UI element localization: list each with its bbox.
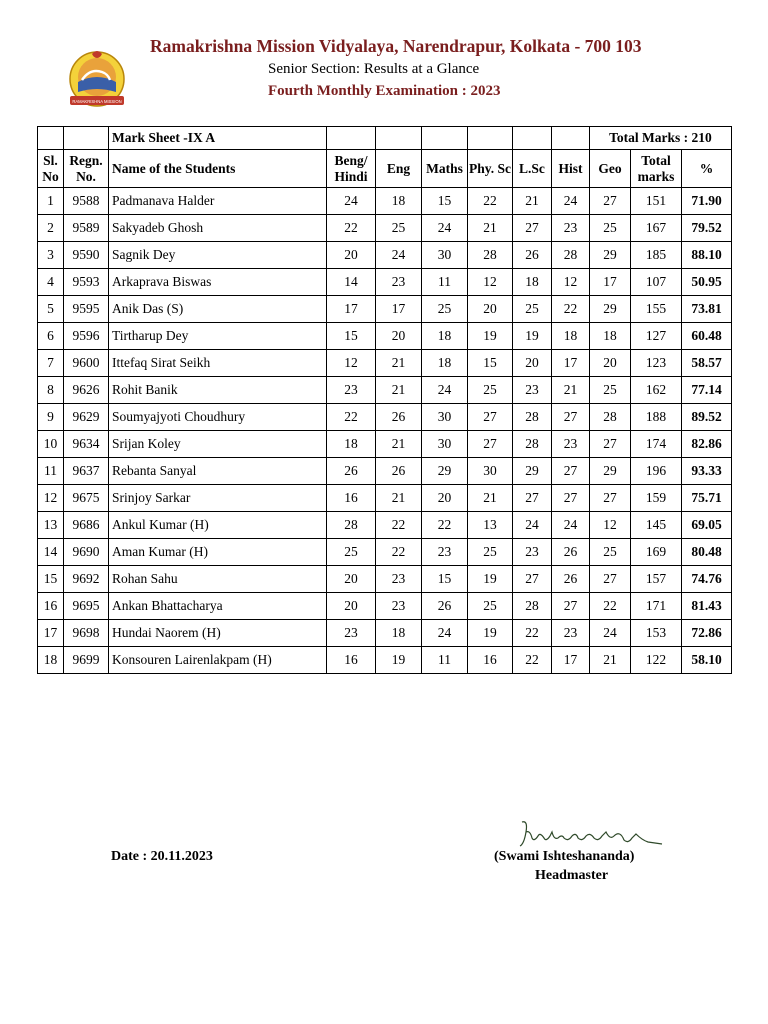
beng-hindi-cell: 20 xyxy=(327,593,376,620)
hist-cell: 26 xyxy=(552,539,590,566)
table-row xyxy=(38,188,732,215)
maths-cell: 18 xyxy=(422,350,468,377)
eng-cell: 23 xyxy=(376,269,422,296)
total-cell: 145 xyxy=(631,512,682,539)
percent-cell: 50.95 xyxy=(682,269,732,296)
percent-cell: 73.81 xyxy=(682,296,732,323)
phy-sc-cell: 15 xyxy=(468,350,513,377)
student-name-cell: Srijan Koley xyxy=(109,431,327,458)
table-row xyxy=(38,269,732,296)
sl-no-cell: 15 xyxy=(38,566,64,593)
geo-cell: 17 xyxy=(590,269,631,296)
col-header-geo: Geo xyxy=(590,150,631,188)
total-cell: 169 xyxy=(631,539,682,566)
total-cell: 123 xyxy=(631,350,682,377)
maths-cell: 30 xyxy=(422,242,468,269)
hist-cell: 27 xyxy=(552,593,590,620)
table-title-row xyxy=(38,127,732,150)
maths-cell: 18 xyxy=(422,323,468,350)
signatory-designation: Headmaster xyxy=(535,868,609,883)
col-header-sl: Sl. No xyxy=(38,150,64,188)
hist-cell: 24 xyxy=(552,188,590,215)
sl-no-cell: 11 xyxy=(38,458,64,485)
percent-cell: 58.10 xyxy=(682,647,732,674)
l-sc-cell: 19 xyxy=(513,323,552,350)
eng-cell: 18 xyxy=(376,620,422,647)
l-sc-cell: 28 xyxy=(513,431,552,458)
regn-no-cell: 9686 xyxy=(64,512,109,539)
regn-no-cell: 9588 xyxy=(64,188,109,215)
geo-cell: 27 xyxy=(590,188,631,215)
percent-cell: 93.33 xyxy=(682,458,732,485)
beng-hindi-cell: 22 xyxy=(327,404,376,431)
sl-no-cell: 2 xyxy=(38,215,64,242)
sl-no-cell: 16 xyxy=(38,593,64,620)
eng-cell: 23 xyxy=(376,566,422,593)
col-header-regn: Regn. No. xyxy=(64,150,109,188)
beng-hindi-cell: 20 xyxy=(327,566,376,593)
phy-sc-cell: 19 xyxy=(468,620,513,647)
beng-hindi-cell: 16 xyxy=(327,647,376,674)
maths-cell: 29 xyxy=(422,458,468,485)
maths-cell: 20 xyxy=(422,485,468,512)
sl-no-cell: 12 xyxy=(38,485,64,512)
student-name-cell: Rohit Banik xyxy=(109,377,327,404)
logo-text: RAMAKRISHNA MISSION xyxy=(72,99,122,104)
sheet-title: Mark Sheet -IX A xyxy=(109,127,327,150)
l-sc-cell: 25 xyxy=(513,296,552,323)
hist-cell: 24 xyxy=(552,512,590,539)
hist-cell: 12 xyxy=(552,269,590,296)
maths-cell: 25 xyxy=(422,296,468,323)
col-header-lsc: L.Sc xyxy=(513,150,552,188)
beng-hindi-cell: 22 xyxy=(327,215,376,242)
percent-cell: 71.90 xyxy=(682,188,732,215)
total-cell: 188 xyxy=(631,404,682,431)
table-row xyxy=(38,404,732,431)
l-sc-cell: 18 xyxy=(513,269,552,296)
regn-no-cell: 9629 xyxy=(64,404,109,431)
maths-cell: 30 xyxy=(422,431,468,458)
phy-sc-cell: 16 xyxy=(468,647,513,674)
table-row xyxy=(38,350,732,377)
l-sc-cell: 27 xyxy=(513,215,552,242)
phy-sc-cell: 20 xyxy=(468,296,513,323)
exam-title: Fourth Monthly Examination : 2023 xyxy=(268,83,501,99)
percent-cell: 81.43 xyxy=(682,593,732,620)
l-sc-cell: 21 xyxy=(513,188,552,215)
geo-cell: 25 xyxy=(590,215,631,242)
hist-cell: 28 xyxy=(552,242,590,269)
phy-sc-cell: 12 xyxy=(468,269,513,296)
maths-cell: 22 xyxy=(422,512,468,539)
eng-cell: 26 xyxy=(376,404,422,431)
student-name-cell: Sagnik Dey xyxy=(109,242,327,269)
percent-cell: 80.48 xyxy=(682,539,732,566)
phy-sc-cell: 27 xyxy=(468,404,513,431)
total-cell: 127 xyxy=(631,323,682,350)
regn-no-cell: 9675 xyxy=(64,485,109,512)
phy-sc-cell: 25 xyxy=(468,539,513,566)
eng-cell: 21 xyxy=(376,485,422,512)
percent-cell: 77.14 xyxy=(682,377,732,404)
geo-cell: 27 xyxy=(590,485,631,512)
regn-no-cell: 9596 xyxy=(64,323,109,350)
beng-hindi-cell: 23 xyxy=(327,377,376,404)
student-name-cell: Hundai Naorem (H) xyxy=(109,620,327,647)
geo-cell: 27 xyxy=(590,431,631,458)
total-cell: 155 xyxy=(631,296,682,323)
col-header-name: Name of the Students xyxy=(109,150,327,188)
beng-hindi-cell: 16 xyxy=(327,485,376,512)
eng-cell: 25 xyxy=(376,215,422,242)
percent-cell: 89.52 xyxy=(682,404,732,431)
regn-no-cell: 9600 xyxy=(64,350,109,377)
sl-no-cell: 14 xyxy=(38,539,64,566)
geo-cell: 24 xyxy=(590,620,631,647)
percent-cell: 72.86 xyxy=(682,620,732,647)
sl-no-cell: 3 xyxy=(38,242,64,269)
beng-hindi-cell: 12 xyxy=(327,350,376,377)
eng-cell: 26 xyxy=(376,458,422,485)
sl-no-cell: 6 xyxy=(38,323,64,350)
sl-no-cell: 13 xyxy=(38,512,64,539)
maths-cell: 26 xyxy=(422,593,468,620)
phy-sc-cell: 28 xyxy=(468,242,513,269)
sl-no-cell: 10 xyxy=(38,431,64,458)
phy-sc-cell: 22 xyxy=(468,188,513,215)
geo-cell: 22 xyxy=(590,593,631,620)
student-name-cell: Ankul Kumar (H) xyxy=(109,512,327,539)
regn-no-cell: 9699 xyxy=(64,647,109,674)
eng-cell: 22 xyxy=(376,539,422,566)
beng-hindi-cell: 26 xyxy=(327,458,376,485)
school-name: Ramakrishna Mission Vidyalaya, Narendrapur, Kolkata - 700 103 xyxy=(150,36,642,56)
beng-hindi-cell: 20 xyxy=(327,242,376,269)
beng-hindi-cell: 17 xyxy=(327,296,376,323)
hist-cell: 23 xyxy=(552,215,590,242)
beng-hindi-cell: 18 xyxy=(327,431,376,458)
total-cell: 153 xyxy=(631,620,682,647)
student-name-cell: Rohan Sahu xyxy=(109,566,327,593)
phy-sc-cell: 21 xyxy=(468,485,513,512)
student-name-cell: Padmanava Halder xyxy=(109,188,327,215)
percent-cell: 60.48 xyxy=(682,323,732,350)
maths-cell: 24 xyxy=(422,377,468,404)
total-cell: 171 xyxy=(631,593,682,620)
geo-cell: 12 xyxy=(590,512,631,539)
l-sc-cell: 22 xyxy=(513,620,552,647)
table-row xyxy=(38,647,732,674)
maths-cell: 30 xyxy=(422,404,468,431)
total-cell: 174 xyxy=(631,431,682,458)
percent-cell: 75.71 xyxy=(682,485,732,512)
beng-hindi-cell: 14 xyxy=(327,269,376,296)
beng-hindi-cell: 24 xyxy=(327,188,376,215)
table-row xyxy=(38,296,732,323)
col-header-beng: Beng/ Hindi xyxy=(327,150,376,188)
geo-cell: 28 xyxy=(590,404,631,431)
sl-no-cell: 7 xyxy=(38,350,64,377)
student-name-cell: Ittefaq Sirat Seikh xyxy=(109,350,327,377)
mark-sheet-table xyxy=(37,126,732,674)
col-header-eng: Eng xyxy=(376,150,422,188)
sl-no-cell: 17 xyxy=(38,620,64,647)
l-sc-cell: 27 xyxy=(513,485,552,512)
l-sc-cell: 22 xyxy=(513,647,552,674)
geo-cell: 29 xyxy=(590,296,631,323)
date: Date : 20.11.2023 xyxy=(111,849,213,864)
table-row xyxy=(38,458,732,485)
sl-no-cell: 5 xyxy=(38,296,64,323)
l-sc-cell: 24 xyxy=(513,512,552,539)
geo-cell: 20 xyxy=(590,350,631,377)
table-row xyxy=(38,377,732,404)
hist-cell: 23 xyxy=(552,620,590,647)
hist-cell: 18 xyxy=(552,323,590,350)
percent-cell: 69.05 xyxy=(682,512,732,539)
sl-no-cell: 1 xyxy=(38,188,64,215)
student-name-cell: Anik Das (S) xyxy=(109,296,327,323)
l-sc-cell: 23 xyxy=(513,539,552,566)
col-header-total: Total marks xyxy=(631,150,682,188)
regn-no-cell: 9634 xyxy=(64,431,109,458)
total-marks-label: Total Marks : 210 xyxy=(590,127,732,150)
hist-cell: 23 xyxy=(552,431,590,458)
table-row xyxy=(38,539,732,566)
table-row xyxy=(38,323,732,350)
regn-no-cell: 9695 xyxy=(64,593,109,620)
eng-cell: 19 xyxy=(376,647,422,674)
student-name-cell: Arkaprava Biswas xyxy=(109,269,327,296)
eng-cell: 22 xyxy=(376,512,422,539)
total-cell: 107 xyxy=(631,269,682,296)
percent-cell: 74.76 xyxy=(682,566,732,593)
phy-sc-cell: 30 xyxy=(468,458,513,485)
hist-cell: 27 xyxy=(552,404,590,431)
regn-no-cell: 9698 xyxy=(64,620,109,647)
table-row xyxy=(38,566,732,593)
signatory-name: (Swami Ishteshananda) xyxy=(494,849,635,864)
regn-no-cell: 9595 xyxy=(64,296,109,323)
total-cell: 196 xyxy=(631,458,682,485)
regn-no-cell: 9692 xyxy=(64,566,109,593)
student-name-cell: Rebanta Sanyal xyxy=(109,458,327,485)
regn-no-cell: 9590 xyxy=(64,242,109,269)
percent-cell: 82.86 xyxy=(682,431,732,458)
col-header-physc: Phy. Sc xyxy=(468,150,513,188)
school-logo-icon xyxy=(64,46,130,112)
table-row xyxy=(38,242,732,269)
percent-cell: 88.10 xyxy=(682,242,732,269)
maths-cell: 24 xyxy=(422,215,468,242)
total-cell: 159 xyxy=(631,485,682,512)
hist-cell: 27 xyxy=(552,485,590,512)
beng-hindi-cell: 23 xyxy=(327,620,376,647)
student-name-cell: Ankan Bhattacharya xyxy=(109,593,327,620)
maths-cell: 15 xyxy=(422,566,468,593)
table-row xyxy=(38,215,732,242)
l-sc-cell: 28 xyxy=(513,404,552,431)
hist-cell: 22 xyxy=(552,296,590,323)
hist-cell: 27 xyxy=(552,458,590,485)
eng-cell: 21 xyxy=(376,350,422,377)
col-header-maths: Maths xyxy=(422,150,468,188)
phy-sc-cell: 21 xyxy=(468,215,513,242)
total-cell: 167 xyxy=(631,215,682,242)
regn-no-cell: 9626 xyxy=(64,377,109,404)
phy-sc-cell: 19 xyxy=(468,566,513,593)
phy-sc-cell: 13 xyxy=(468,512,513,539)
student-name-cell: Sakyadeb Ghosh xyxy=(109,215,327,242)
phy-sc-cell: 25 xyxy=(468,593,513,620)
beng-hindi-cell: 25 xyxy=(327,539,376,566)
phy-sc-cell: 27 xyxy=(468,431,513,458)
section-title: Senior Section: Results at a Glance xyxy=(268,61,480,77)
maths-cell: 11 xyxy=(422,269,468,296)
total-cell: 122 xyxy=(631,647,682,674)
sl-no-cell: 18 xyxy=(38,647,64,674)
geo-cell: 27 xyxy=(590,566,631,593)
table-row xyxy=(38,431,732,458)
eng-cell: 18 xyxy=(376,188,422,215)
student-name-cell: Srinjoy Sarkar xyxy=(109,485,327,512)
phy-sc-cell: 19 xyxy=(468,323,513,350)
student-name-cell: Tirtharup Dey xyxy=(109,323,327,350)
eng-cell: 20 xyxy=(376,323,422,350)
total-cell: 157 xyxy=(631,566,682,593)
table-row xyxy=(38,485,732,512)
percent-cell: 58.57 xyxy=(682,350,732,377)
hist-cell: 21 xyxy=(552,377,590,404)
regn-no-cell: 9593 xyxy=(64,269,109,296)
l-sc-cell: 28 xyxy=(513,593,552,620)
hist-cell: 17 xyxy=(552,647,590,674)
col-header-pct: % xyxy=(682,150,732,188)
l-sc-cell: 29 xyxy=(513,458,552,485)
l-sc-cell: 26 xyxy=(513,242,552,269)
column-header-row xyxy=(38,150,732,188)
sl-no-cell: 9 xyxy=(38,404,64,431)
eng-cell: 21 xyxy=(376,377,422,404)
maths-cell: 24 xyxy=(422,620,468,647)
l-sc-cell: 20 xyxy=(513,350,552,377)
percent-cell: 79.52 xyxy=(682,215,732,242)
eng-cell: 17 xyxy=(376,296,422,323)
hist-cell: 26 xyxy=(552,566,590,593)
geo-cell: 29 xyxy=(590,242,631,269)
maths-cell: 15 xyxy=(422,188,468,215)
sl-no-cell: 8 xyxy=(38,377,64,404)
geo-cell: 29 xyxy=(590,458,631,485)
total-cell: 185 xyxy=(631,242,682,269)
maths-cell: 23 xyxy=(422,539,468,566)
table-row xyxy=(38,620,732,647)
l-sc-cell: 27 xyxy=(513,566,552,593)
geo-cell: 25 xyxy=(590,377,631,404)
table-row xyxy=(38,512,732,539)
maths-cell: 11 xyxy=(422,647,468,674)
table-row xyxy=(38,593,732,620)
student-name-cell: Konsouren Lairenlakpam (H) xyxy=(109,647,327,674)
beng-hindi-cell: 28 xyxy=(327,512,376,539)
geo-cell: 18 xyxy=(590,323,631,350)
sl-no-cell: 4 xyxy=(38,269,64,296)
regn-no-cell: 9690 xyxy=(64,539,109,566)
regn-no-cell: 9589 xyxy=(64,215,109,242)
regn-no-cell: 9637 xyxy=(64,458,109,485)
phy-sc-cell: 25 xyxy=(468,377,513,404)
beng-hindi-cell: 15 xyxy=(327,323,376,350)
student-name-cell: Soumyajyoti Choudhury xyxy=(109,404,327,431)
eng-cell: 21 xyxy=(376,431,422,458)
hist-cell: 17 xyxy=(552,350,590,377)
total-cell: 162 xyxy=(631,377,682,404)
l-sc-cell: 23 xyxy=(513,377,552,404)
student-name-cell: Aman Kumar (H) xyxy=(109,539,327,566)
eng-cell: 23 xyxy=(376,593,422,620)
eng-cell: 24 xyxy=(376,242,422,269)
col-header-hist: Hist xyxy=(552,150,590,188)
geo-cell: 21 xyxy=(590,647,631,674)
total-cell: 151 xyxy=(631,188,682,215)
geo-cell: 25 xyxy=(590,539,631,566)
